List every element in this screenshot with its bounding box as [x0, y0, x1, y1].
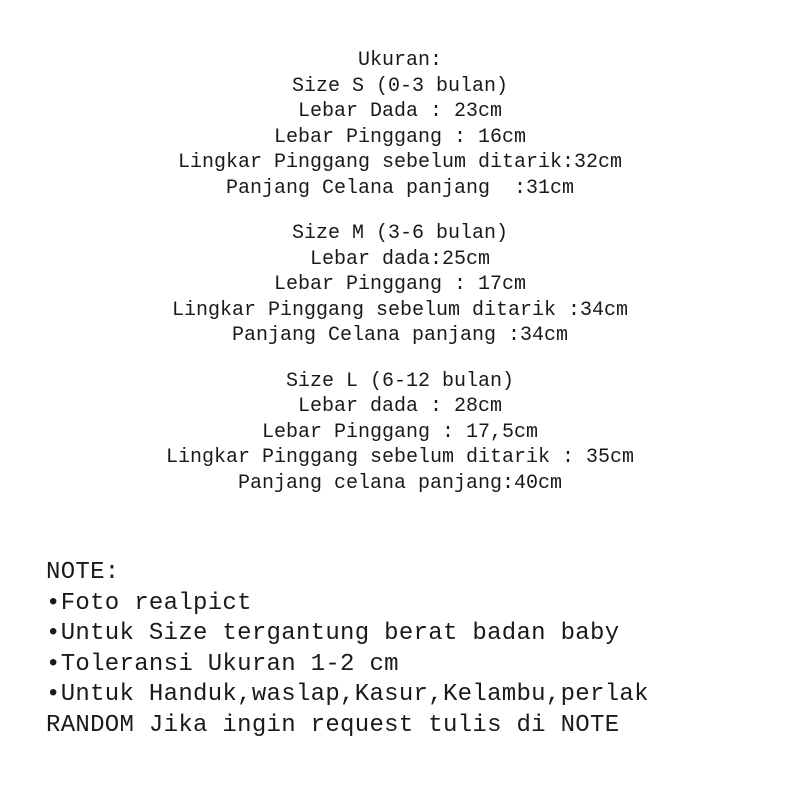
size-m-waist-circumference: Lingkar Pinggang sebelum ditarik :34cm: [171, 298, 629, 322]
note-item-real-photo: •Foto realpict: [46, 589, 252, 617]
size-l-waist-width: Lebar Pinggang : 17,5cm: [261, 420, 539, 444]
size-m-title: Size M (3-6 bulan): [291, 222, 509, 245]
spacer: [0, 201, 800, 221]
note-item-tolerance: •Toleransi Ukuran 1-2 cm: [46, 650, 399, 678]
note-title: NOTE:: [46, 559, 120, 586]
note-section: [46, 558, 786, 741]
size-s-title: Size S (0-3 bulan): [291, 74, 509, 98]
size-s-waist-circumference: Lingkar Pinggang sebelum ditarik:32cm: [177, 151, 623, 174]
size-l-block: [0, 369, 800, 497]
note-item-request: RANDOM Jika ingin request tulis di NOTE: [46, 711, 620, 739]
size-m-waist-width: Lebar Pinggang : 17cm: [273, 273, 527, 296]
size-s-waist-width: Lebar Pinggang : 16cm: [273, 125, 527, 149]
size-s-chest-width: Lebar Dada : 23cm: [297, 100, 503, 123]
size-chart: [0, 48, 800, 496]
size-m-block: [0, 221, 800, 349]
note-item-random-accessories: •Untuk Handuk,waslap,Kasur,Kelambu,perlak: [46, 681, 649, 708]
size-chart-heading: Ukuran:: [357, 49, 442, 72]
size-s-pants-length: Panjang Celana panjang :31cm: [225, 176, 575, 200]
size-m-chest-width: Lebar dada:25cm: [309, 247, 491, 271]
size-s-block: [0, 74, 800, 202]
size-l-chest-width: Lebar dada : 28cm: [297, 395, 503, 418]
note-item-size-by-weight: •Untuk Size tergantung berat badan baby: [46, 620, 620, 647]
size-l-title: Size L (6-12 bulan): [285, 369, 515, 393]
size-m-pants-length: Panjang Celana panjang :34cm: [231, 324, 569, 347]
size-l-waist-circumference: Lingkar Pinggang sebelum ditarik : 35cm: [165, 446, 635, 469]
size-l-pants-length: Panjang celana panjang:40cm: [237, 471, 563, 495]
spacer: [0, 349, 800, 369]
